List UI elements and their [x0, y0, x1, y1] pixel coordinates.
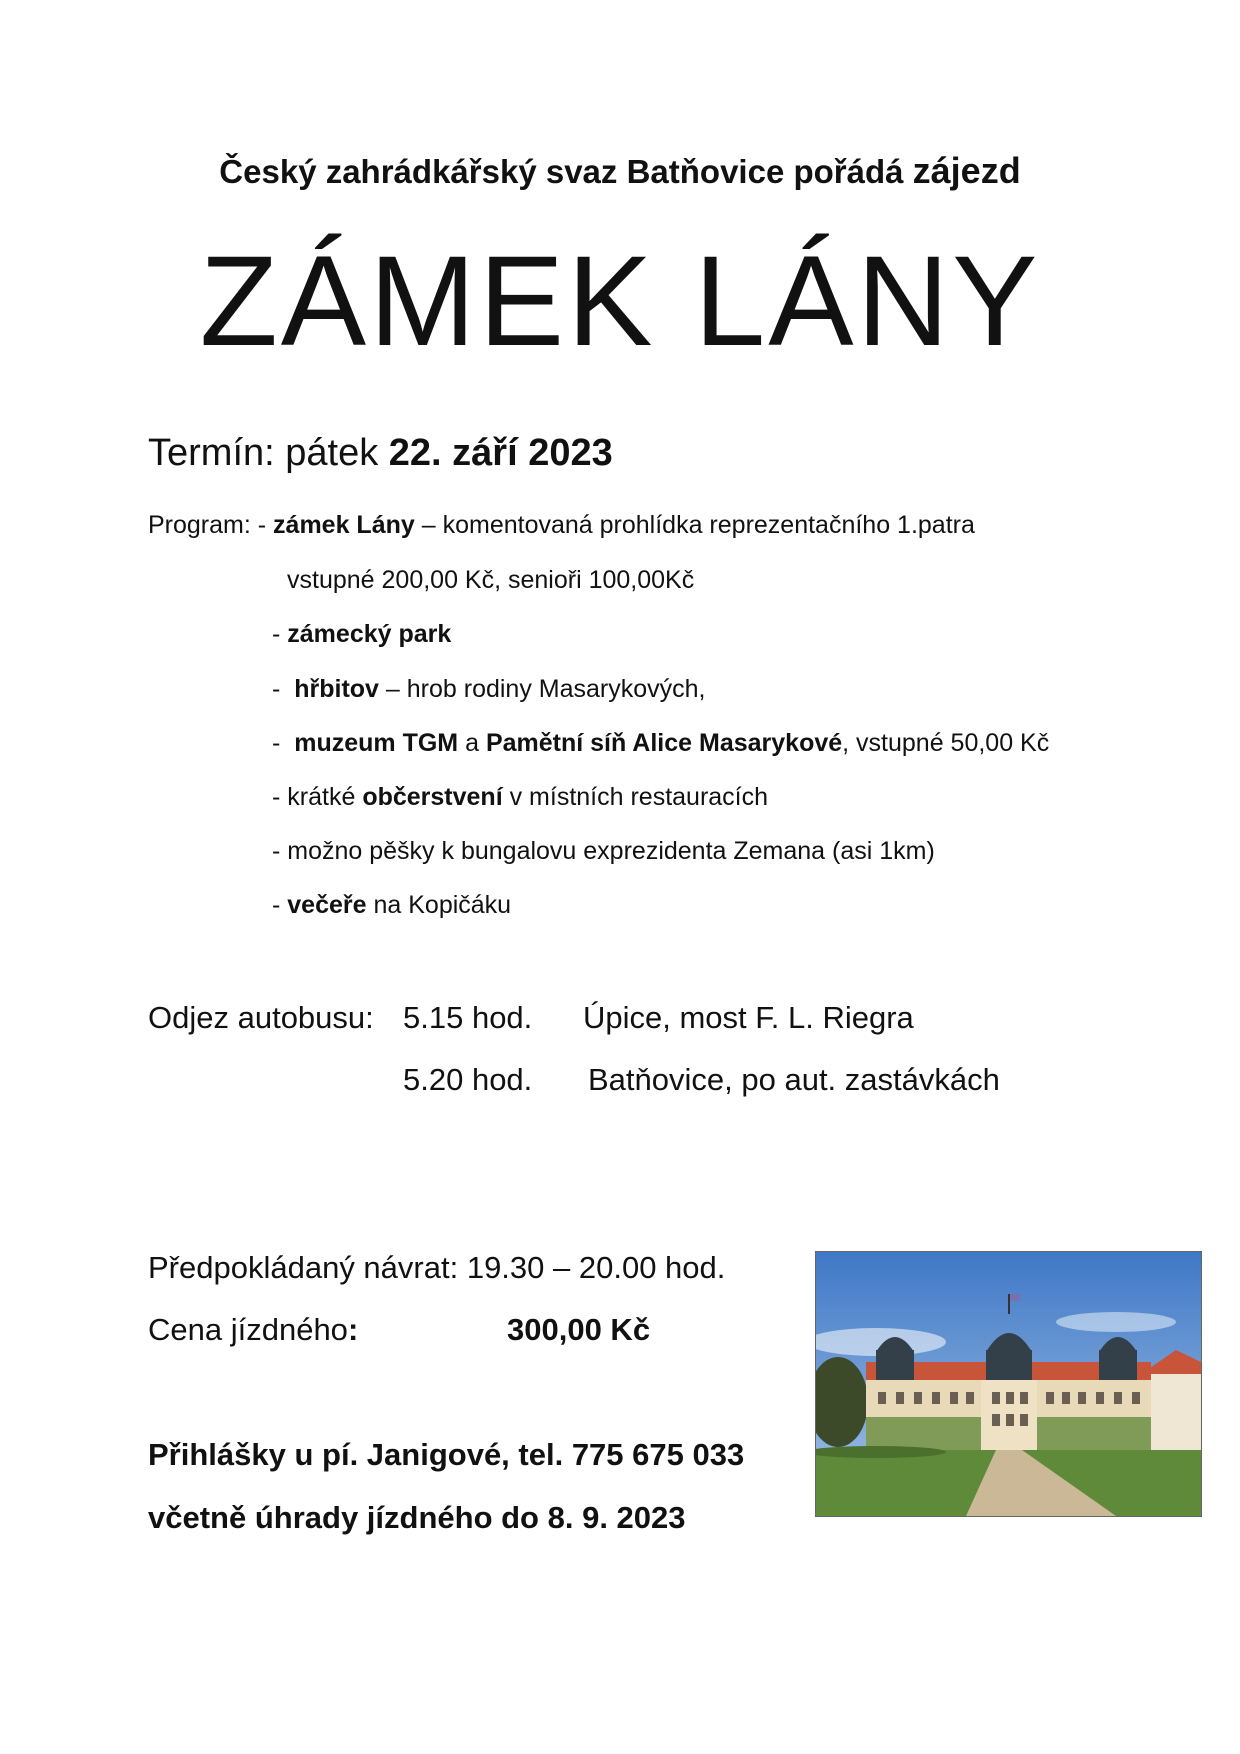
right-tower-roof: [1099, 1350, 1137, 1380]
program-line-7: - možno pěšky k bungalovu exprezidenta Zemana (asi 1km): [272, 837, 935, 865]
dash: -: [272, 620, 281, 648]
program-line-4: [272, 675, 706, 704]
page-title: ZÁMEK LÁNY: [199, 230, 1041, 373]
program-item-memorial: Pamětní síň Alice Masarykové: [485, 729, 843, 757]
program-line-8: [272, 891, 511, 920]
program-line-1: [148, 511, 975, 540]
program-item-park: zámecký park: [287, 620, 452, 648]
cloud: [1056, 1312, 1176, 1332]
date-line: [148, 432, 613, 475]
left-tower-roof: [876, 1350, 914, 1380]
departure-time-1: 5.15 hod.: [403, 1000, 533, 1035]
organizer-line: [0, 150, 1240, 192]
program-item-memorial-fee: , vstupné 50,00 Kč: [842, 729, 1050, 757]
price-label: [148, 1312, 358, 1348]
program-item-dinner-desc: na Kopičáku: [373, 891, 512, 919]
greenery-right: [1037, 1417, 1151, 1452]
price-value: 300,00 Kč: [507, 1312, 651, 1347]
program-line-5: [272, 729, 1049, 758]
trip-word: zájezd: [912, 150, 1021, 191]
program-item-dinner: večeře: [287, 891, 367, 919]
chateau-photo: [815, 1251, 1202, 1517]
departure-place-1: Úpice, most F. L. Riegra: [583, 1000, 914, 1035]
program-line-6: [272, 783, 768, 812]
program-item-refreshment-desc: v místních restauracích: [509, 783, 769, 811]
flag: [1010, 1294, 1020, 1301]
program-item-museum: muzeum TGM: [294, 729, 459, 757]
departure-time-2: 5.20 hod.: [403, 1062, 533, 1097]
dash: -: [272, 675, 281, 703]
conjunction: a: [465, 729, 479, 757]
chateau-illustration: [816, 1252, 1201, 1516]
program-line-2: vstupné 200,00 Kč, senioři 100,00Kč: [287, 566, 695, 594]
date-label: Termín: pátek: [148, 432, 379, 474]
program-item-castle: zámek Lány: [273, 511, 415, 539]
dash: -: [272, 729, 281, 757]
program-item-castle-desc: – komentovaná prohlídka reprezentačního 1.patra: [421, 511, 975, 539]
departure-label: Odjez autobusu:: [148, 1000, 374, 1035]
return-value: 19.30 – 20.00 hod.: [466, 1250, 726, 1285]
program-line-3: [272, 620, 451, 649]
price-label-text: Cena jízdného: [148, 1312, 348, 1347]
center-tower-roof: [986, 1350, 1032, 1382]
program-item-cemetery-desc: – hrob rodiny Masarykových,: [385, 675, 706, 703]
side-wing: [1146, 1372, 1201, 1452]
dash: -: [272, 891, 281, 919]
signup-line-1: Přihlášky u pí. Janigové, tel. 775 675 033: [148, 1437, 745, 1472]
organizer-text: Český zahrádkářský svaz Batňovice pořádá: [219, 153, 904, 190]
return-line: [148, 1250, 725, 1286]
program-item-refreshment: občerstvení: [362, 783, 503, 811]
program-item-refreshment-pre: - krátké: [272, 783, 356, 811]
return-label: Předpokládaný návrat:: [148, 1250, 459, 1285]
program-item-cemetery: hřbitov: [294, 675, 379, 703]
departure-place-2: Batňovice, po aut. zastávkách: [588, 1062, 1000, 1097]
price-colon: :: [347, 1312, 359, 1347]
signup-line-2: včetně úhrady jízdného do 8. 9. 2023: [148, 1500, 686, 1535]
date-value: 22. září 2023: [388, 432, 613, 474]
program-label: Program: -: [148, 511, 267, 539]
